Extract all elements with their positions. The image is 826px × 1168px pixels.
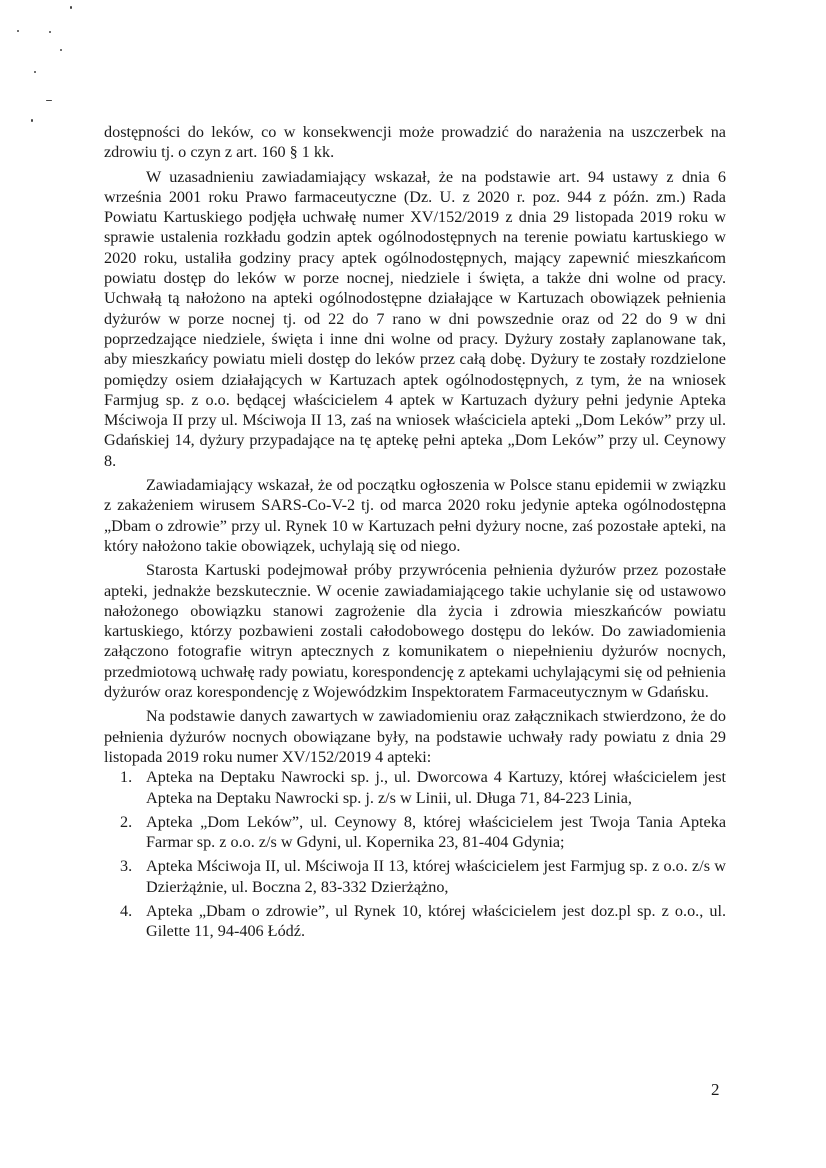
list-item-text: Apteka „Dom Leków”, ul. Ceynowy 8, której właścicielem jest Twoja Tania Apteka Farmar sp. z o.o. z/s w Gdyni, ul. Kopernika 23, 81-404 Gdynia; <box>146 812 726 852</box>
list-item <box>104 767 726 808</box>
scan-speck <box>70 6 72 9</box>
list-item <box>104 901 726 942</box>
list-item-text: Apteka na Deptaku Nawrocki sp. j., ul. Dworcowa 4 Kartuzy, której właścicielem jest Apteka na Deptaku Nawrocki sp. j. z/s w Linii, ul. Długa 71, 84-223 Linia, <box>146 768 726 807</box>
list-item-number: 2. <box>120 812 133 831</box>
list-item-number: 3. <box>120 857 133 876</box>
scan-speck <box>34 71 36 73</box>
list-item-text: Apteka „Dbam o zdrowie”, ul Rynek 10, której właścicielem jest doz.pl sp. z o.o., ul. Gilette 11, 94-406 Łódź. <box>146 901 726 941</box>
body-text <box>104 122 726 946</box>
paragraph: dostępności do leków, co w konsekwencji może prowadzić do narażenia na uszczerbek na zdrowiu tj. o czyn z art. 160 § 1 kk. <box>104 123 726 162</box>
scan-speck <box>31 119 33 122</box>
list-item-text: Apteka Mściwoja II, ul. Mściwoja II 13, której właścicielem jest Farmjug sp. z o.o. z/s w Dzierżążnie, ul. Boczna 2, 83-332 Dzierżążno, <box>146 857 726 896</box>
pharmacy-list <box>104 767 726 941</box>
scan-speck <box>60 49 62 51</box>
list-item-number: 4. <box>120 901 133 920</box>
paragraph: W uzasadnieniu zawiadamiający wskazał, że na podstawie art. 94 ustawy z dnia 6 września 2001 roku Prawo farmaceutyczne (Dz. U. z 2020 r. poz. 944 z późn. zm.) Rada Powiatu Kartuskiego podjęła uchwałę numer XV/152/2019 z dnia 29 listopada 2019 roku w sprawie ustalenia rozkładu godzin aptek ogólnodostępnych na terenie powiatu kartuskiego w 2020 roku, ustaliła godziny pracy aptek ogólnodostępnych, mający zapewnić mieszkańcom powiatu dostęp do leków w porze nocnej, niedziele i święta, a także dni wolne od pracy. Uchwałą tą nałożono na apteki ogólnodostępne działające w Kartuzach obowiązek pełnienia dyżurów w porze nocnej tj. od 22 do 7 rano w dni powszednie oraz od 22 do 9 w dni poprzedzające niedziele, święta i inne dni wolne od pracy. Dyżury zostały zaplanowane tak, aby mieszkańcy powiatu mieli dostęp do leków przez całą dobę. Dyżury te zostały rozdzielone pomiędzy osiem działających w Kartuzach aptek ogólnodostępnych, z tym, że na wniosek Farmjug sp. z o.o. będącej właścicielem 4 aptek w Kartuzach dyżury pełni jedynie Apteka Mściwoja II przy ul. Mściwoja II 13, zaś na wniosek właściciela apteki „Dom Leków” przy ul. Gdańskiej 14, dyżury przypadające na tę aptekę pełni apteka „Dom Leków” przy ul. Ceynowy 8. <box>104 167 726 470</box>
list-item-number: 1. <box>120 768 133 787</box>
scan-speck <box>17 30 19 32</box>
list-item <box>104 856 726 897</box>
page-number: 2 <box>711 1080 720 1099</box>
list-item <box>104 812 726 853</box>
scan-speck <box>46 100 52 101</box>
paragraph: Zawiadamiający wskazał, że od początku ogłoszenia w Polsce stanu epidemii w związku z zakażeniem wirusem SARS-Co-V-2 tj. od marca 2020 roku jedynie apteka ogólnodostępna „Dbam o zdrowie” przy ul. Rynek 10 w Kartuzach pełni dyżury nocne, zaś pozostałe apteki, na który nałożono takie obowiązek, uchylają się od niego. <box>104 476 726 555</box>
paragraph: Na podstawie danych zawartych w zawiadomieniu oraz załącznikach stwierdzono, że do pełnienia dyżurów nocnych obowiązane były, na podstawie uchwały rady powiatu z dnia 29 listopada 2019 roku numer XV/152/2019 4 apteki: <box>104 707 726 766</box>
paragraph: Starosta Kartuski podejmował próby przywrócenia pełnienia dyżurów przez pozostałe apteki, jednakże bezskutecznie. W ocenie zawiadamiającego takie uchylanie się od ustawowo nałożonego obowiązku stanowi zagrożenie dla życia i zdrowia mieszkańców powiatu kartuskiego, którzy pozbawieni zostali całodobowego dostępu do leków. Do zawiadomienia załączono fotografie witryn aptecznych z komunikatem o niepełnieniu dyżurów nocnych, przedmiotową uchwałę rady powiatu, korespondencję z aptekami uchylającymi się od pełnienia dyżurów oraz korespondencję z Wojewódzkim Inspektoratem Farmaceutycznym w Gdańsku. <box>104 561 726 702</box>
scan-speck <box>49 31 51 33</box>
